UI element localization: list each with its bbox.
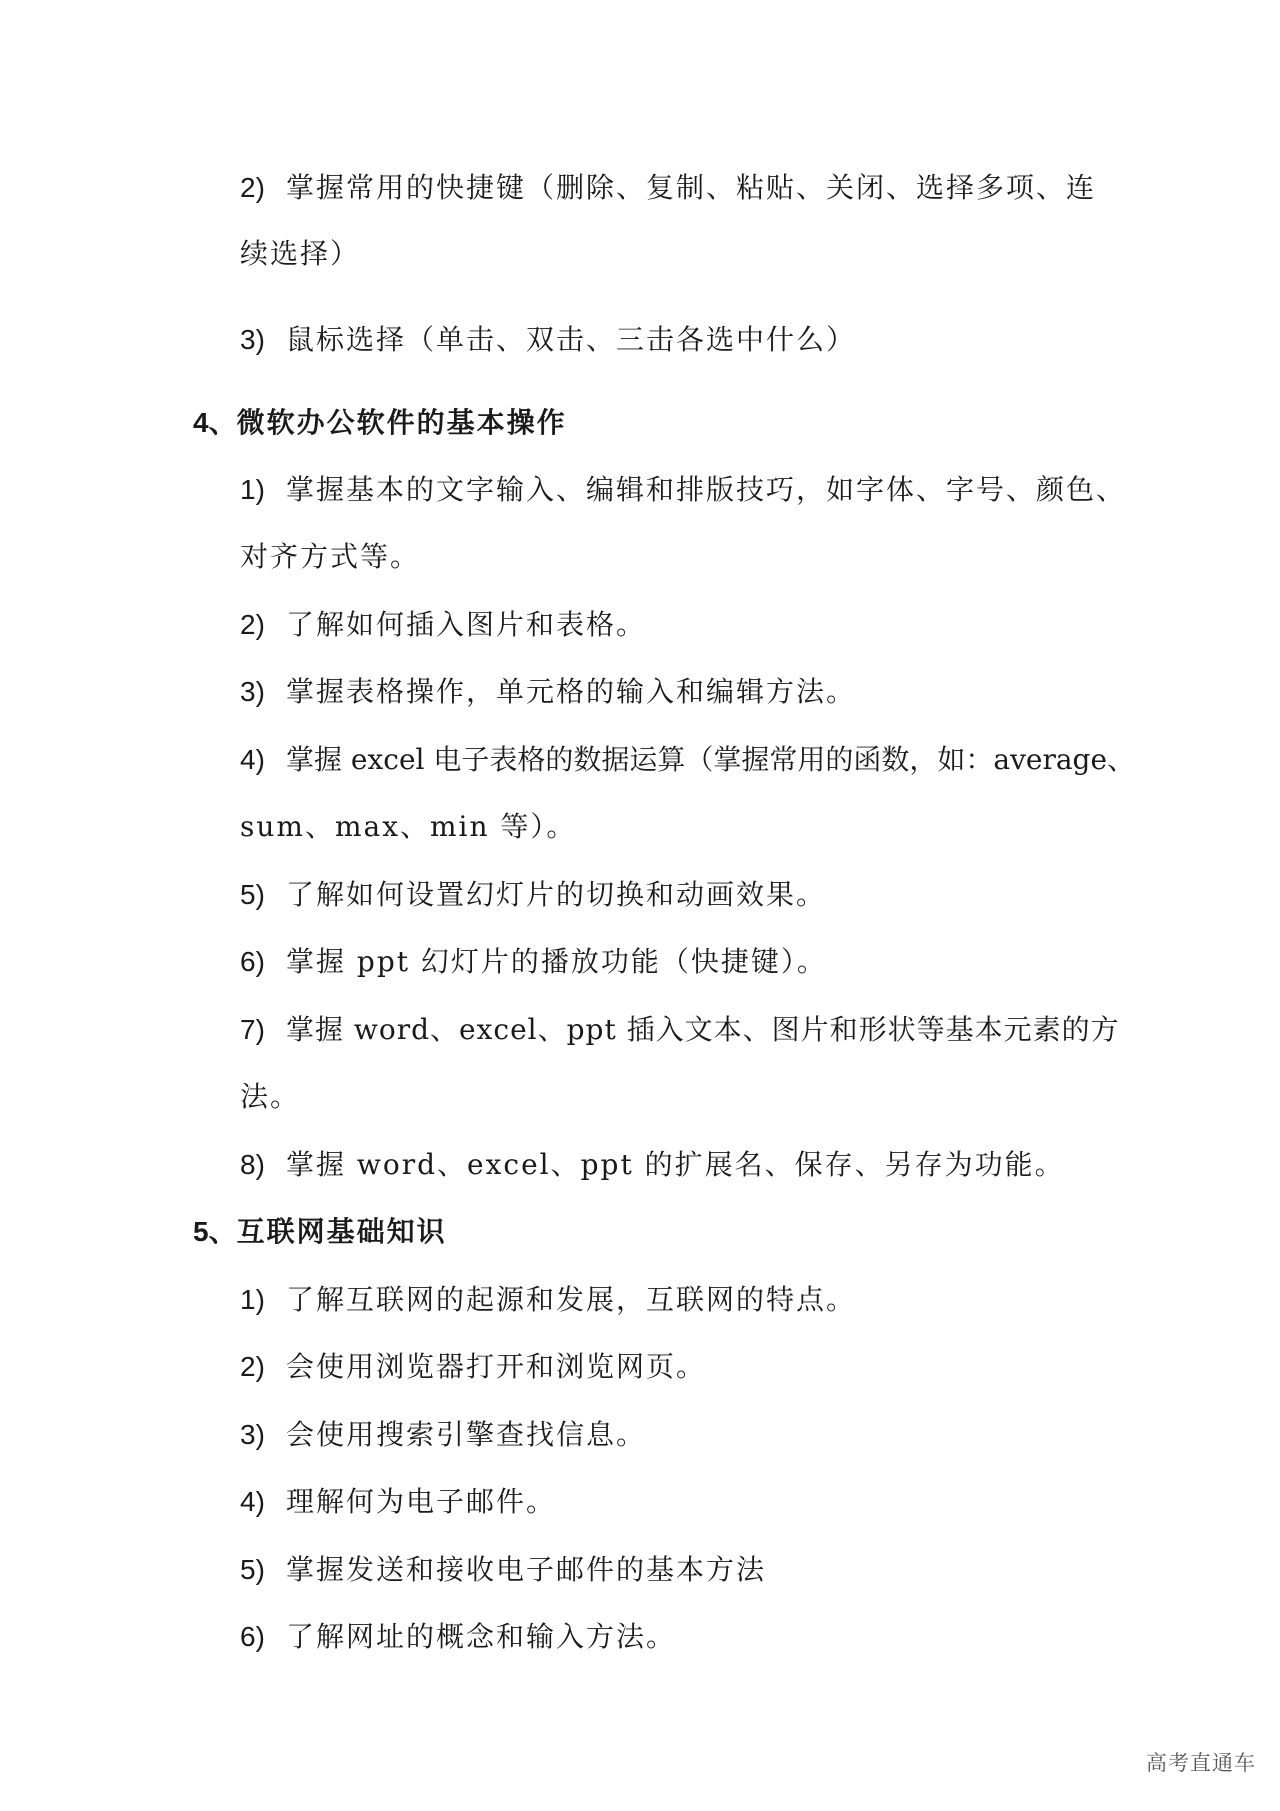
- item-text: 鼠标选择（单击、双击、三击各选中什么）: [286, 323, 857, 356]
- item-number: 4): [240, 1486, 265, 1517]
- item-text: 掌握常用的快捷键（删除、复制、粘贴、关闭、选择多项、连: [286, 171, 1097, 204]
- item-text: 掌握基本的文字输入、编辑和排版技巧，如字体、字号、颜色、: [286, 473, 1127, 506]
- item-number: 1): [240, 1284, 265, 1315]
- heading-number: 4、: [193, 407, 237, 438]
- list-item: [240, 320, 856, 360]
- list-item: [240, 1482, 556, 1522]
- item-number: 5): [240, 1554, 265, 1585]
- list-item: [240, 605, 646, 645]
- list-item: [240, 672, 856, 712]
- list-item: [240, 875, 826, 915]
- item-text: 了解互联网的起源和发展，互联网的特点。: [286, 1283, 857, 1316]
- item-text: 理解何为电子邮件。: [286, 1485, 557, 1518]
- item-number: 3): [240, 676, 265, 707]
- list-item: [240, 470, 1126, 510]
- list-item: [240, 740, 1135, 780]
- item-number: 8): [240, 1149, 265, 1180]
- list-item: [240, 1415, 646, 1455]
- section-heading: [193, 403, 567, 443]
- list-item: [240, 1280, 856, 1320]
- item-text: 掌握 excel 电子表格的数据运算（掌握常用的函数，如：average、: [286, 743, 1136, 776]
- list-item-continuation: sum、max、min 等）。: [240, 810, 577, 843]
- item-text: 会使用搜索引擎查找信息。: [286, 1418, 647, 1451]
- item-text: 掌握发送和接收电子邮件的基本方法: [286, 1553, 767, 1586]
- heading-text: 互联网基础知识: [236, 1215, 447, 1248]
- item-number: 3): [240, 324, 265, 355]
- item-number: 2): [240, 1351, 265, 1382]
- heading-number: 5、: [193, 1216, 237, 1247]
- item-number: 7): [240, 1014, 265, 1045]
- list-item: [240, 1347, 706, 1387]
- heading-text: 微软办公软件的基本操作: [236, 406, 567, 439]
- item-number: 1): [240, 474, 265, 505]
- item-text: 掌握 word、excel、ppt 的扩展名、保存、另存为功能。: [286, 1148, 1065, 1181]
- watermark-text: 高考直通车: [1146, 1751, 1256, 1775]
- item-text: 了解如何插入图片和表格。: [286, 608, 647, 641]
- list-item: [240, 1617, 676, 1657]
- section-heading: [193, 1212, 447, 1252]
- item-number: 5): [240, 879, 265, 910]
- item-number: 3): [240, 1419, 265, 1450]
- item-number: 6): [240, 1621, 265, 1652]
- item-text: 掌握 word、excel、ppt 插入文本、图片和形状等基本元素的方: [286, 1013, 1120, 1046]
- list-item: [240, 168, 1096, 208]
- item-number: 2): [240, 172, 265, 203]
- item-text: 掌握 ppt 幻灯片的播放功能（快捷键）。: [286, 945, 827, 978]
- item-number: 6): [240, 946, 265, 977]
- item-text: 掌握表格操作，单元格的输入和编辑方法。: [286, 675, 857, 708]
- item-number: 2): [240, 609, 265, 640]
- list-item: [240, 1145, 1065, 1185]
- list-item: [240, 942, 827, 982]
- item-text: 了解如何设置幻灯片的切换和动画效果。: [286, 878, 827, 911]
- item-text: 了解网址的概念和输入方法。: [286, 1620, 677, 1653]
- list-item: [240, 1010, 1120, 1050]
- list-item-continuation: 续选择）: [240, 237, 361, 270]
- list-item-continuation: 对齐方式等。: [240, 540, 421, 573]
- list-item: [240, 1550, 766, 1590]
- list-item-continuation: 法。: [240, 1080, 301, 1113]
- item-text: 会使用浏览器打开和浏览网页。: [286, 1350, 707, 1383]
- item-number: 4): [240, 744, 265, 775]
